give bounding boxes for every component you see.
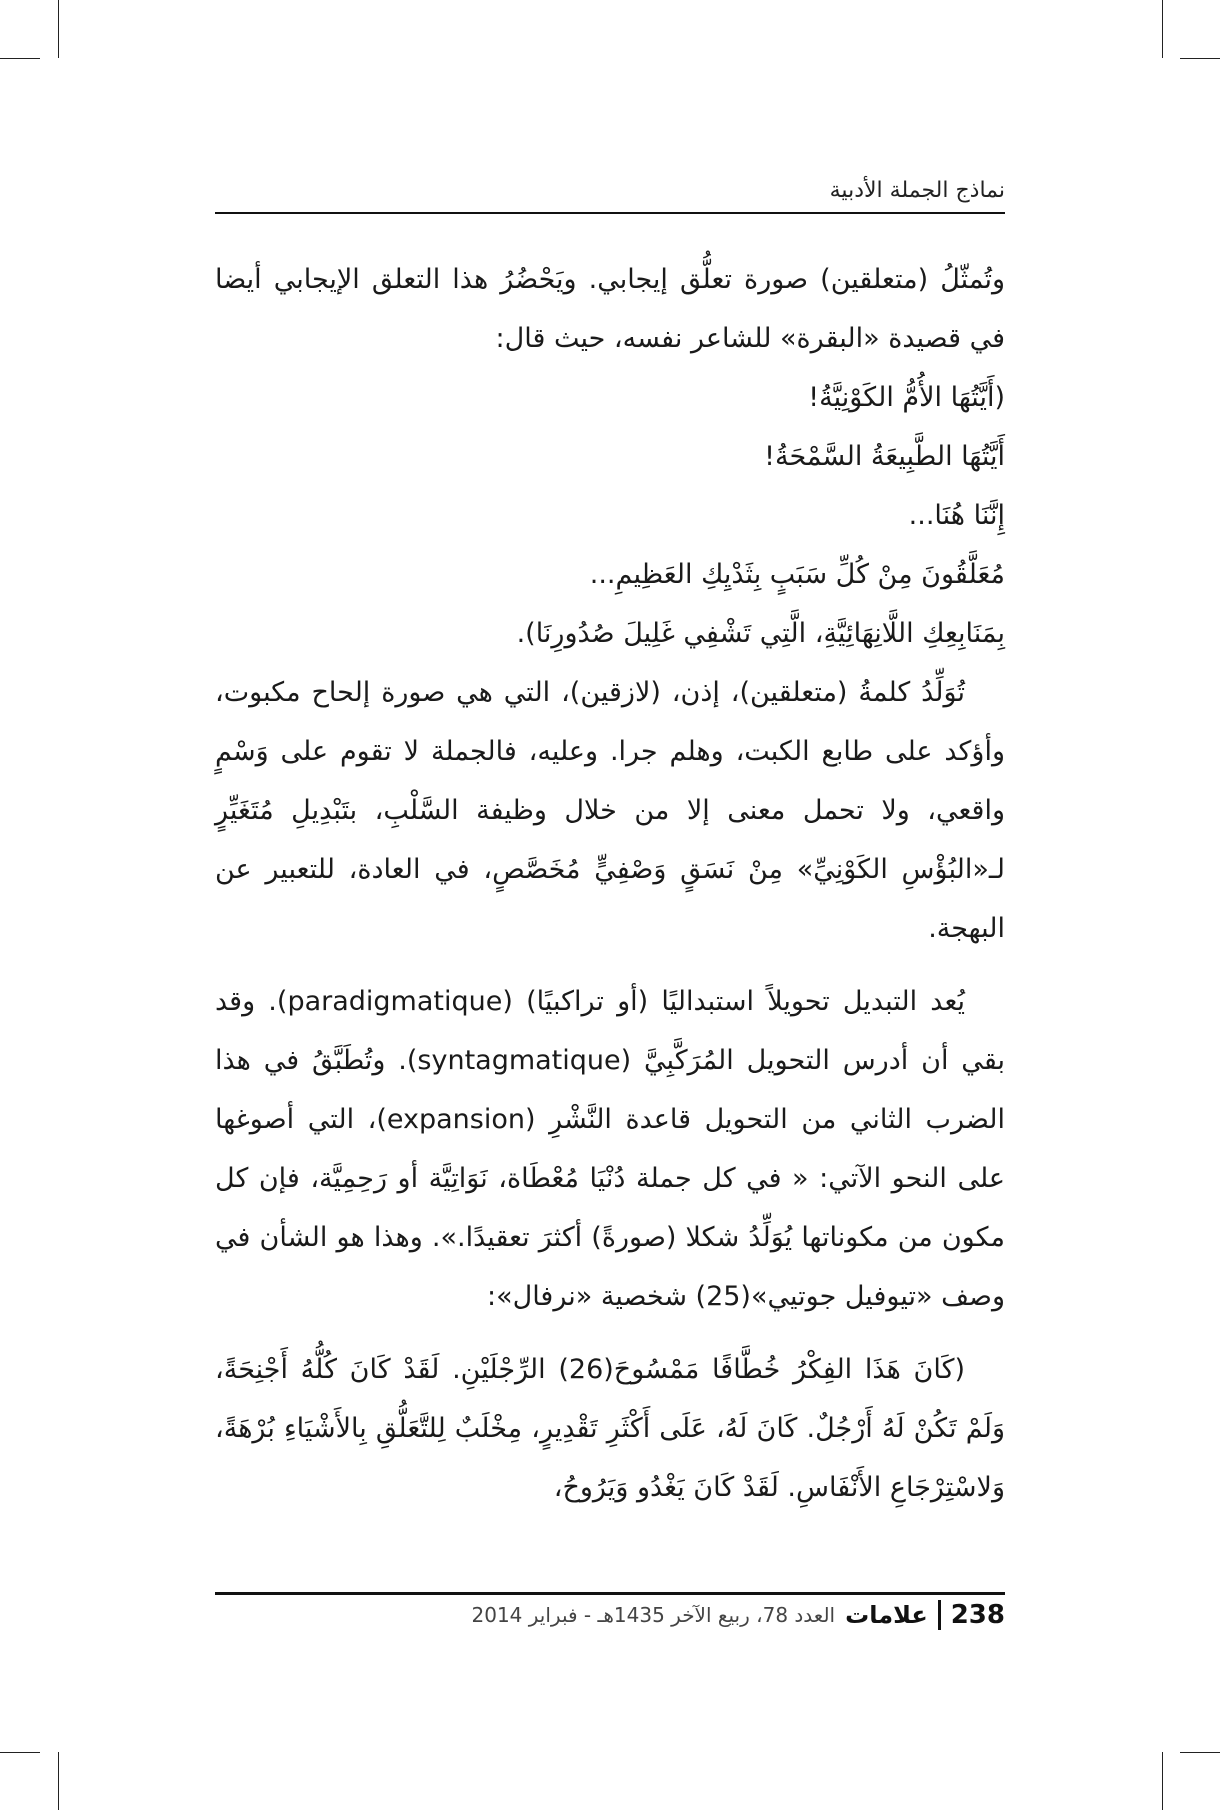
quotation: (كَانَ هَذَا الفِكْرُ خُطَّافًا مَمْسُوحَ(26) الرِّجْلَيْنِ. لَقَدْ كَانَ كُلُّهُ أَجْنِحَةً، وَلَمْ تَكُنْ لَهُ أَرْجُلٌ. كَانَ لَهُ، عَلَى أَكْثَرِ تَقْدِيرٍ، مِخْلَبٌ لِلتَّعَلُّقِ بِالأَشْيَاءِ بُرْهَةً، وَلاسْتِرْجَاعِ الأَنْفَاسِ. لَقَدْ كَانَ يَغْدُو وَيَرُوحُ، [215,1354,1005,1503]
verse-line: مُعَلَّقُونَ مِنْ كُلِّ سَبَبٍ بِثَدْيِكِ العَظِيمِ... [589,559,1005,590]
footer-rule [215,1592,1005,1595]
page-footer [472,1600,1006,1630]
issue-info: العدد 78، ربيع الآخر 1435هـ - فبراير 2014 [471,1603,836,1627]
running-head-title: نماذج الجملة الأدبية [829,178,1005,203]
page-number: 238 [950,1600,1005,1630]
paragraph: وتُمثّلُ (متعلقين) صورة تعلُّق إيجابي. ويَحْضُرُ هذا التعلق الإيجابي أيضا في قصيدة «البقرة» للشاعر نفسه، حيث قال: [215,264,1005,354]
verse-line: أَيَّتُهَا الطَّبِيعَةُ السَّمْحَةُ! [764,441,1005,472]
header-rule [215,212,1005,214]
verse-line: بِمَنَابِعِكِ اللَّانِهَائِيَّةِ، الَّتِي تَشْفِي غَلِيلَ صُدُورِنَا). [516,618,1005,649]
crop-mark [0,58,40,59]
verse-line: (أَيَّتُهَا الأُمُّ الكَوْنِيَّةُ! [808,382,1005,413]
crop-mark [1180,1752,1220,1753]
page-body [215,250,1005,1517]
crop-mark [1162,0,1163,58]
paragraph: يُعد التبديل تحويلاً استبداليًا (أو تراكبيًا) (paradigmatique). وقد بقي أن أدرس التحويل المُرَكَّبِيَّ (syntagmatique). وتُطَبَّقُ في هذا الضرب الثاني من التحويل قاعدة النَّشْرِ (expansion)، التي أصوغها على النحو الآتي: « في كل جملة دُنْيَا مُعْطَاة، نَوَاتِيَّة أو رَحِمِيَّة، فإن كل مكون من مكوناتها يُوَلِّدُ شكلا (صورةً) أكثرَ تعقيدًا.». وهذا هو الشأن في وصف «تيوفيل جوتيي»(25) شخصية «نرفال»: [215,986,1005,1312]
journal-name: علامات [845,1601,928,1629]
crop-mark [0,1752,40,1753]
footer-divider [938,1600,941,1630]
crop-mark [58,0,59,58]
crop-mark [58,1752,59,1810]
crop-mark [1180,58,1220,59]
crop-mark [1162,1752,1163,1810]
verse-line: إِنَّنَا هُنَا... [908,500,1005,531]
paragraph: تُوَلِّدُ كلمةُ (متعلقين)، إذن، (لازقين)، التي هي صورة إلحاح مكبوت، وأؤكد على طابع الكبت، وهلم جرا. وعليه، فالجملة لا تقوم على وَسْمٍ واقعي، ولا تحمل معنى إلا من خلال وظيفة السَّلْبِ، بتَبْدِيلِ مُتَغَيِّرٍ لـ«البُؤْسِ الكَوْنِيِّ» مِنْ نَسَقٍ وَصْفِيٍّ مُخَصَّصٍ، في العادة، للتعبير عن البهجة. [215,677,1005,944]
